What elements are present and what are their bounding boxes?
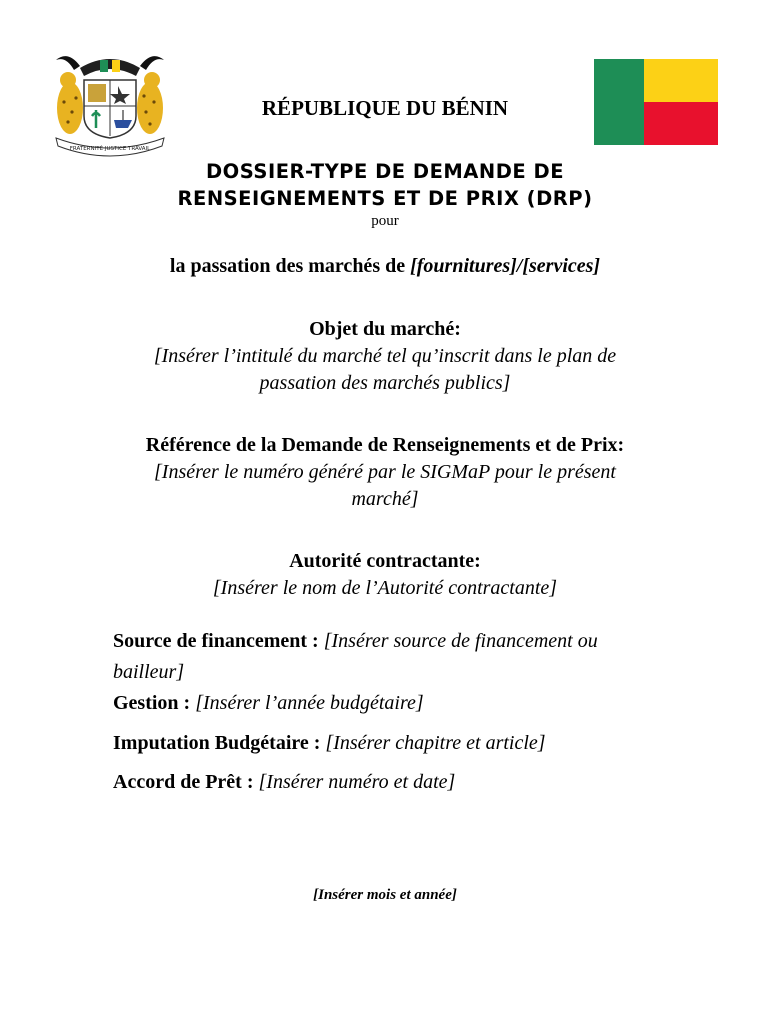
- gestion: [113, 688, 673, 719]
- autorite-section: [100, 548, 670, 602]
- accord-label: Accord de Prêt :: [113, 771, 254, 793]
- republic-name: RÉPUBLIQUE DU BÉNIN: [261, 96, 509, 120]
- objet-section: [100, 316, 670, 397]
- objet-line2: passation des marchés publics]: [259, 372, 511, 394]
- passation-line: [0, 255, 770, 278]
- source-label: Source de financement :: [113, 630, 319, 652]
- imputation-label: Imputation Budgétaire :: [113, 732, 321, 754]
- gestion-value: [Insérer l’année budgétaire]: [195, 692, 424, 714]
- reference-line2: marché]: [351, 488, 419, 510]
- document-title-line2: RENSEIGNEMENTS ET DE PRIX (DRP): [177, 187, 593, 210]
- source-value: [Insérer source de financement ou bailleur]: [113, 630, 598, 683]
- source-financement: [113, 626, 673, 688]
- accord-de-pret: [113, 767, 673, 798]
- document-title-line1: DOSSIER-TYPE DE DEMANDE DE: [205, 160, 565, 183]
- objet-heading: Objet du marché:: [309, 318, 461, 340]
- reference-line1: [Insérer le numéro généré par le SIGMaP pour le présent: [154, 461, 616, 483]
- document-title: [0, 158, 770, 212]
- pour-text: pour: [371, 213, 399, 229]
- gestion-label: Gestion :: [113, 692, 191, 714]
- autorite-value: [Insérer le nom de l’Autorité contractante]: [212, 577, 558, 599]
- autorite-heading: Autorité contractante:: [289, 550, 481, 572]
- passation-value: [fournitures]/[services]: [410, 255, 601, 277]
- objet-line1: [Insérer l’intitulé du marché tel qu’inscrit dans le plan de: [153, 345, 617, 367]
- imputation-value: [Insérer chapitre et article]: [325, 732, 546, 754]
- document-date: [Insérer mois et année]: [313, 887, 457, 903]
- accord-value: [Insérer numéro et date]: [258, 771, 456, 793]
- reference-section: [100, 432, 670, 513]
- svg-text:FRATERNITÉ JUSTICE TRAVAIL: FRATERNITÉ JUSTICE TRAVAIL: [69, 146, 151, 152]
- passation-prefix: la passation des marchés de: [169, 255, 411, 277]
- imputation-budgetaire: [113, 728, 673, 759]
- reference-heading: Référence de la Demande de Renseignements et de Prix:: [145, 434, 625, 456]
